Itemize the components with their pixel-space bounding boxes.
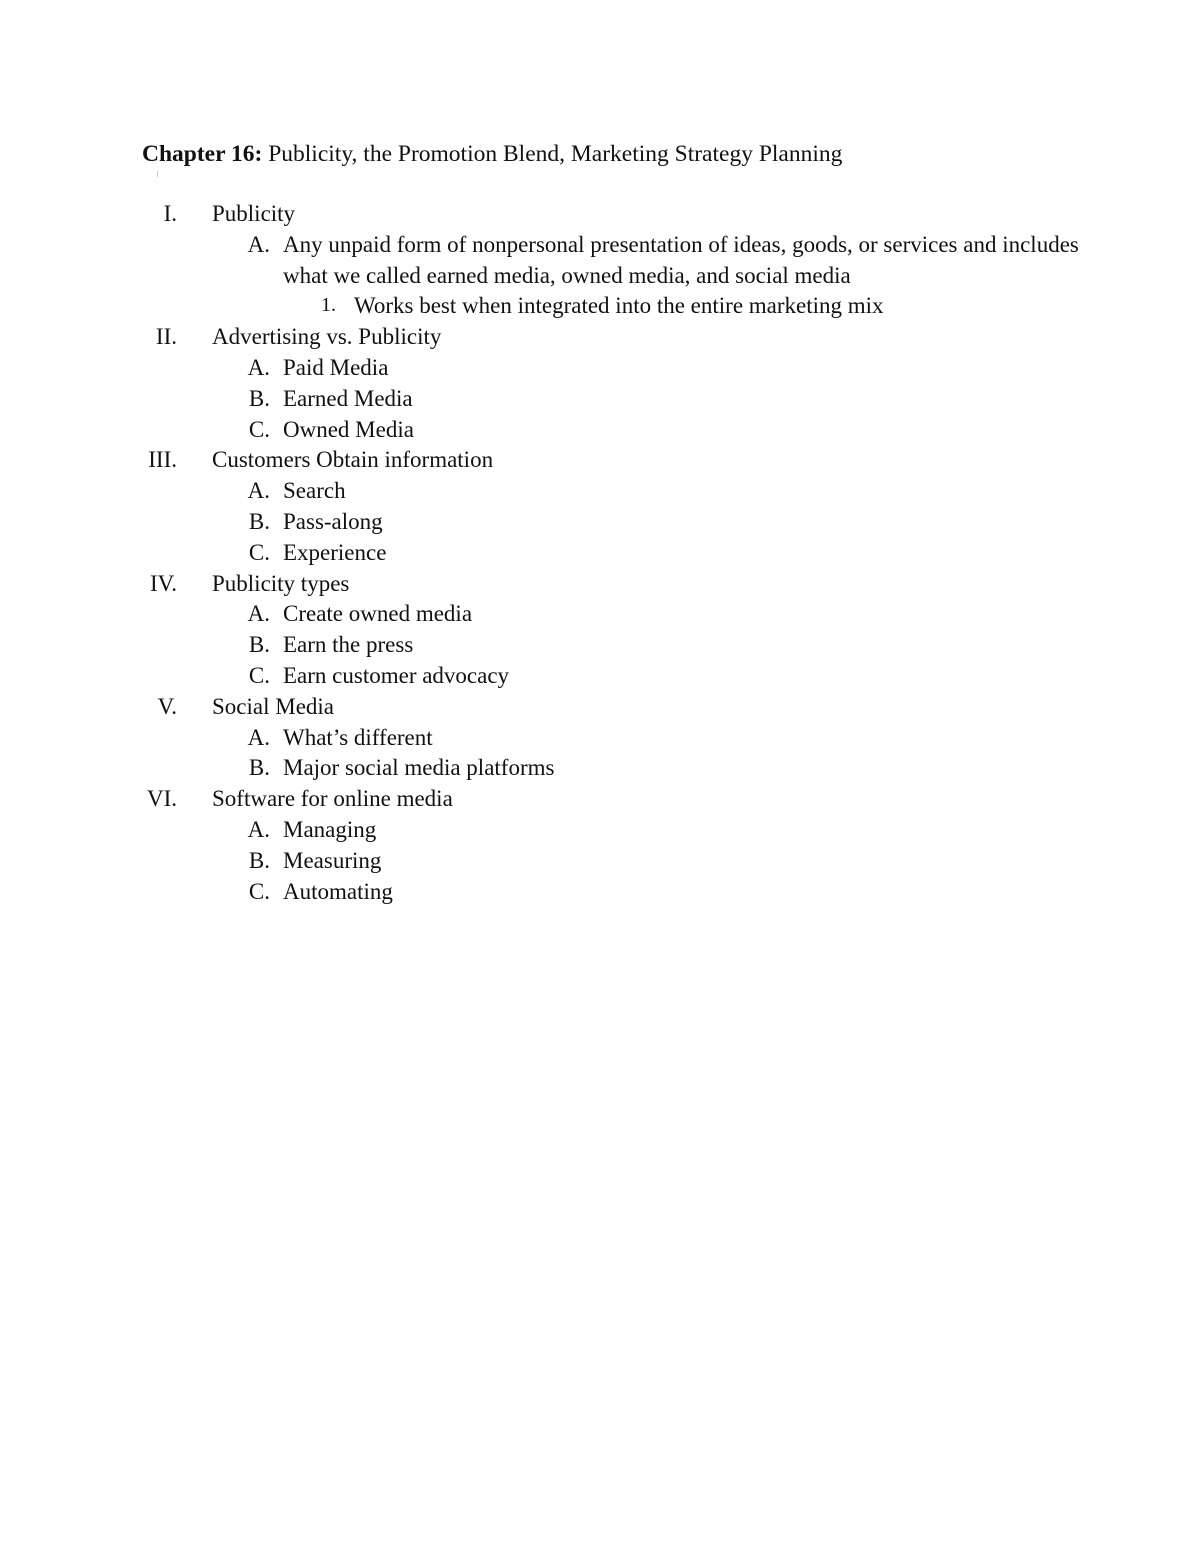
outline-item	[0, 629, 1200, 660]
item-letter: A.	[247, 231, 270, 257]
item-text: Create owned media	[283, 601, 473, 627]
item-letter: C.	[248, 539, 270, 565]
outline-item	[0, 414, 1200, 445]
outline-item	[0, 876, 1200, 907]
section-heading-text: Publicity	[212, 201, 296, 226]
outline-section-heading	[0, 444, 1200, 475]
cursor-mark	[157, 171, 158, 177]
item-letter: B.	[248, 847, 270, 873]
subitem-text: Works best when integrated into the entire marketing mix	[354, 293, 884, 319]
outline-section-heading	[0, 691, 1200, 722]
outline-item	[0, 598, 1200, 629]
section-numeral: I.	[163, 201, 177, 226]
section-numeral: IV.	[149, 570, 177, 596]
item-text-continued: what we called earned media, owned media, and social media	[283, 262, 851, 288]
item-letter: B.	[248, 385, 270, 411]
item-text: Earn customer advocacy	[283, 662, 510, 688]
section-numeral: III.	[148, 447, 177, 473]
item-letter: C.	[248, 878, 270, 904]
item-letter: A.	[247, 478, 270, 504]
item-letter: A.	[247, 354, 270, 380]
item-letter: B.	[248, 755, 270, 781]
item-text: Experience	[283, 539, 387, 565]
item-text: Paid Media	[283, 354, 389, 380]
outline-section-heading	[0, 198, 1200, 229]
outline-item	[0, 660, 1200, 691]
item-text: Owned Media	[283, 416, 414, 442]
section-heading-text: Publicity types	[212, 570, 350, 596]
section-heading-text: Advertising vs. Publicity	[212, 324, 442, 350]
outline-item	[0, 814, 1200, 845]
outline-item	[0, 229, 1200, 260]
chapter-title-text: Publicity, the Promotion Blend, Marketing Strategy Planning	[268, 141, 843, 167]
outline-item	[0, 383, 1200, 414]
section-heading-text: Software for online media	[212, 786, 453, 812]
outline-section-heading	[0, 568, 1200, 599]
outline-item	[0, 475, 1200, 506]
section-numeral: VI.	[146, 786, 177, 812]
outline-item	[0, 752, 1200, 783]
outline-section-heading	[0, 321, 1200, 352]
outline-item	[0, 722, 1200, 753]
item-text: Earn the press	[283, 632, 414, 658]
item-letter: C.	[248, 662, 270, 688]
section-heading-text: Social Media	[212, 693, 334, 719]
chapter-title	[142, 139, 842, 170]
outline-section-heading	[0, 783, 1200, 814]
subitem-number: 1.	[321, 294, 336, 317]
item-text: Managing	[283, 816, 377, 842]
item-text: Earned Media	[283, 385, 413, 411]
chapter-title-label: Chapter 16:	[142, 141, 263, 167]
item-letter: B.	[248, 508, 270, 534]
item-letter: C.	[248, 416, 270, 442]
outline-item	[0, 506, 1200, 537]
outline-item	[0, 537, 1200, 568]
item-letter: A.	[247, 724, 270, 750]
outline-list	[0, 198, 1200, 906]
outline-item	[0, 352, 1200, 383]
outline-item	[0, 845, 1200, 876]
section-heading-text: Customers Obtain information	[212, 447, 494, 473]
item-text: Any unpaid form of nonpersonal presentation of ideas, goods, or services and includes	[283, 231, 1079, 257]
outline-item-continuation	[0, 260, 1200, 291]
item-text: Measuring	[283, 847, 382, 873]
item-text: What’s different	[283, 724, 433, 750]
item-letter: A.	[247, 816, 270, 842]
item-text: Pass-along	[283, 508, 383, 534]
outline-subitem	[0, 290, 1200, 321]
item-text: Automating	[283, 878, 393, 904]
section-numeral: II.	[155, 324, 177, 350]
section-numeral: V.	[157, 693, 177, 719]
item-text: Search	[283, 478, 346, 504]
item-letter: B.	[248, 632, 270, 658]
item-letter: A.	[247, 601, 270, 627]
item-text: Major social media platforms	[283, 755, 555, 781]
